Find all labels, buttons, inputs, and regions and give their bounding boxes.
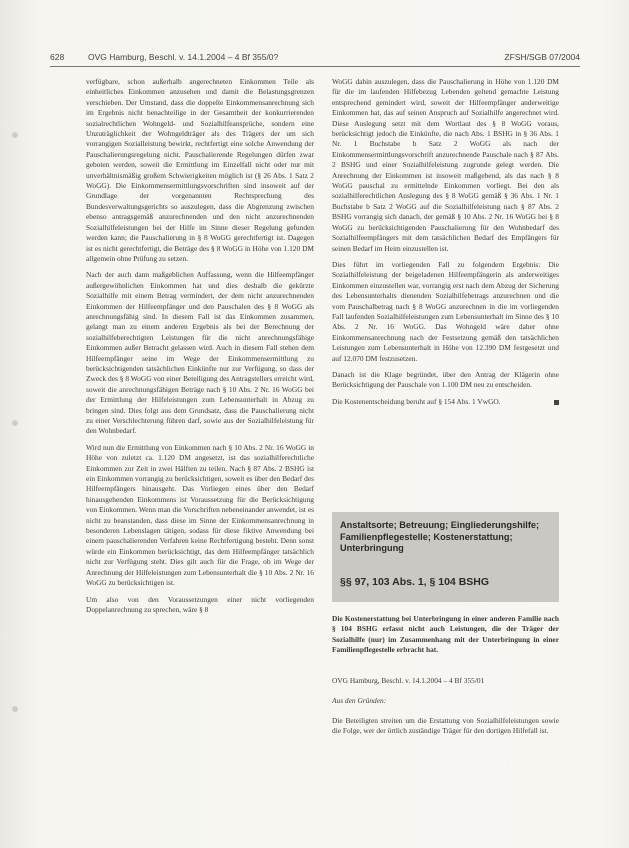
decision-citation bbox=[332, 676, 559, 686]
journal-reference: ZFSH/SGB 07/2004 bbox=[504, 52, 580, 62]
end-of-article-mark bbox=[554, 400, 559, 405]
running-header bbox=[50, 52, 580, 67]
closing-paragraph bbox=[332, 716, 559, 737]
binder-hole bbox=[12, 420, 18, 426]
closing-paragraph-text: Die Beteiligten streiten um die Erstattung von Sozialhilfeleistungen sowie die Folge, wer der örtlich zuständige Träger für den dortigen Hilfefall ist. bbox=[332, 716, 559, 736]
paragraph bbox=[332, 397, 559, 407]
keywords-title: Anstaltsorte; Betreuung; Eingliederungshilfe; Familienpflegestelle; Kostenerstattung; Unterbringung bbox=[340, 520, 540, 553]
keywords-banner bbox=[332, 512, 559, 602]
decision-citation-text: OVG Hamburg, Beschl. v. 14.1.2004 – 4 Bf 355/01 bbox=[332, 676, 485, 685]
paragraph: Um also von den Voraussetzungen einer nicht vorliegenden Doppelanrechnung zu sprechen, wäre § 8 bbox=[86, 594, 314, 614]
norm-reference: §§ 97, 103 Abs. 1, § 104 BSHG bbox=[340, 576, 490, 588]
binder-hole bbox=[12, 132, 18, 138]
paragraph: verfügbare, schon außerhalb angerechneten Einkommen Teile als einheitliches Einkommen anzusehen und damit die Belastungsgrenzen verschieben. Der Umstand, dass die doppelte Einkommensanrechnung sich im Ergebnis nicht benachteilige in der Gesamtheit der konkurrierenden sozialrechtlichen Wohngeld- und Sozialhilfeansprüche, sondern eine Unzuträglichkeit der Wohngeldträger als des Trägers der um sich vorrangigen Sozialleistung bewirkt, rechtfertigt eine solche Anwendung der Pauschalierungsregelung nicht. Pauschalierende Regelungen dürfen zwar geboten werden, soweit die Ermittlung im Einzelfall nicht oder nur mit unverhältnismäßig großem Schwierigkeiten möglich ist (§ 26 Abs. 1 Satz 2 WoGG). Die Einkommensermittlungsvorschriften sind insoweit auf der Grundlage der vorgenannten Rechtsprechung des Bundesverwaltungsgerichts so auszulegen, dass die Abgrenzung zwischen ebenso antragsgemäß anzurechnenden und den nicht anzurechnenden Sozialhilfeleistungen bei der Hilfe im Sinne dieser Regelung gefunden werden kann; die Pauschalierung in § 8 WoGG gerechtfertigt ist. Dagegen ist es nicht gerechtfertigt, die Beträge des § 8 WoGG in Höhe von 1.120 DM allgemein ohne Prüfung zu setzen. bbox=[86, 77, 314, 263]
headnote bbox=[332, 614, 559, 656]
right-column bbox=[332, 77, 559, 507]
paragraph: Wird nun die Ermittlung von Einkommen nach § 10 Abs. 2 Nr. 16 WoGG in Höhe von zuletzt ca. 1.120 DM angesetzt, ist das sozialhilferechtliche Einkommen zur Zeit in zwei Hälften zu teilen. Nach § 87 Abs. 2 BSHG ist ein Einkommen vorrangig zu berücksichtigen, soweit es über den Bedarf des Hilfeempfängers hinausgeht. Das Vorliegen eines über den Bedarf hinausgehenden Einkommens ist Voraussetzung für die Berücksichtigung von Einkommen. Wenn man die Vorschriften nebeneinander anwendet, ist es nicht zu beanstanden, dass diese im Sinne der Einkommensanrechnung in besonderen Lebenslagen tätigen, sodass für diese fiktive Anwendung bei einem pauschalierenden Verfahren keine Rechtfertigung besteht. Denn sonst würde ein Einkommen berücksichtigt, das dem Hilfeempfänger tatsächlich nicht zur Verfügung steht. Dies gilt auch für die Frage, ob im Wege der Anrechnung der Hilfeleistungen zum Lebensunterhalt die § 10 Abs. 2 Nr. 16 WoGG zu berücksichtigen ist. bbox=[86, 442, 314, 588]
left-column bbox=[86, 77, 314, 621]
header-citation: OVG Hamburg, Beschl. v. 14.1.2004 – 4 Bf 355/0? bbox=[88, 52, 279, 62]
cost-decision: Die Kostenentscheidung beruht auf § 154 Abs. 1 VwGO. bbox=[332, 396, 501, 406]
paragraph: Nach der auch dann maßgeblichen Auffassung, wenn die Hilfeempfänger außergewöhnlichen Einkommen hat und dies deshalb die gekürzte Sozialhilfe mit einem Betrag vermindert, der dem nicht anzurechnenden Einkommen der Hilfeempfänger und den Pauschalen des § 8 WoGG als anrechnungsfähig sind. In diesem Fall ist das Einkommen zusammen, gelangt man zu einem anderen Ergebnis als bei der Berechnung der sozialhilfeberechtigten Leistungen für die nicht anrechnungsfähige Einkommen außer Betracht gelassen wird. Auch in diesem Fall stehen dem Hilfeempfänger seine im Wege der Einkommensermittlung zu berücksichtigenden tatsächlichen Einkünfte nur zur Verfügung, so dass der Zweck des § 8 WoGG von einer Beteiligung des Antragstellers erreicht wird, soweit die anrechnungsfähigen Beträge nach § 10 Abs. 2 Nr. 16 WoGG bei der Ermittlung der Hilfeleistungen zum Lebensunterhalt in Abzug zu bringen sind. Dies folgt aus dem Grundsatz, dass die Pauschalierung nicht zu einer Verschlechterung führen darf, sowie aus der Sozialhilfeleistung für den Wohnbedarf. bbox=[86, 270, 314, 436]
paragraph: Danach ist die Klage begründet, über den Antrag der Klägerin ohne Berücksichtigung der Pauschale von 1.100 DM neu zu entscheiden. bbox=[332, 369, 559, 390]
paragraph: WoGG dahin auszulegen, dass die Pauschalierung in Höhe von 1.120 DM für die im laufenden Hilfebezug Lebenden geltend gemachte Leistung entsprechend gemindert wird, soweit der Hilfeempfänger anderweitige Einkommen hat, das auf seinen Anspruch auf Sozialhilfe angerechnet wird. Diese Auslegung setzt mit dem Wortlaut des § 8 WoGG voraus, berücksichtigt jedoch die Einkünfte, die nach Abs. 1 BSHG in § 36 Abs. 1 Nr. 1 Buchstabe b Satz 2 WoGG als nach der Einkommensermittlungsvorschrift anzurechnende Pauschale nach § 87 Abs. 2 BSHG und einer Sozialhilfeleistung zugrunde gelegt werden. Die Anrechnung der Einkommen ist insoweit maßgebend, als das nach § 8 WoGG pauschal zu ermittelnde Einkommen vorliegt. Bei den als sozialhilferechtlichen Auslegung des § 8 WoGG gemäß § 36 Abs. 1 Nr. 1 Buchstabe b Satz 2 WoGG auf die Sozialhilfeleistung nach § 87 Abs. 2 BSHG vorrangig sich danach, der gemäß § 10 Abs. 2 Nr. 16 WoGG bei § 8 WoGG zu berücksichtigenden Pauschalierung für den Wohnbedarf des Sozialhilfeempfängers mit dem tatsächlichen Bedarf des Empfängers für seinen Bedarf im Heim einzustellen ist. bbox=[332, 77, 559, 253]
headnote-text: Die Kostenerstattung bei Unterbringung in einer anderen Familie nach § 104 BSHG erfasst nicht auch Leistungen, die der Träger der Sozialhilfe (nur) im Zusammenhang mit der Unterbringung in einer Familienpflegestelle erbracht hat. bbox=[332, 614, 559, 655]
binder-hole bbox=[12, 706, 18, 712]
from-reasons-label: Aus den Gründen: bbox=[332, 696, 387, 705]
paragraph: Dies führt im vorliegenden Fall zu folgendem Ergebnis: Die Sozialhilfeleistung der beigeladenen Hilfeempfängerin als anderweitiges Einkommen einzustellen war, vorrangig erst nach dem Abzug der Sicherung des Lebensunterhalts dienenden Sozialhilfebetrags anzurechnen und die vom Pauschalbetrag nach § 8 WoGG anzurechnen in die im vorliegenden Fall laufenden Sozialhilfeleistungen zum Lebensunterhalt im Sinne des § 10 Abs. 2 Nr. 16 WoGG. Das Wohngeld wäre daher ohne Einkommensanrechnung nach der Festsetzung gemäß den tatsächlichen Leistungen zum Lebensunterhalt in Höhe von 12.390 DM festgesetzt und auf 12.070 DM festzusetzen. bbox=[332, 259, 559, 363]
from-reasons bbox=[332, 696, 559, 706]
page-number: 628 bbox=[50, 52, 65, 62]
